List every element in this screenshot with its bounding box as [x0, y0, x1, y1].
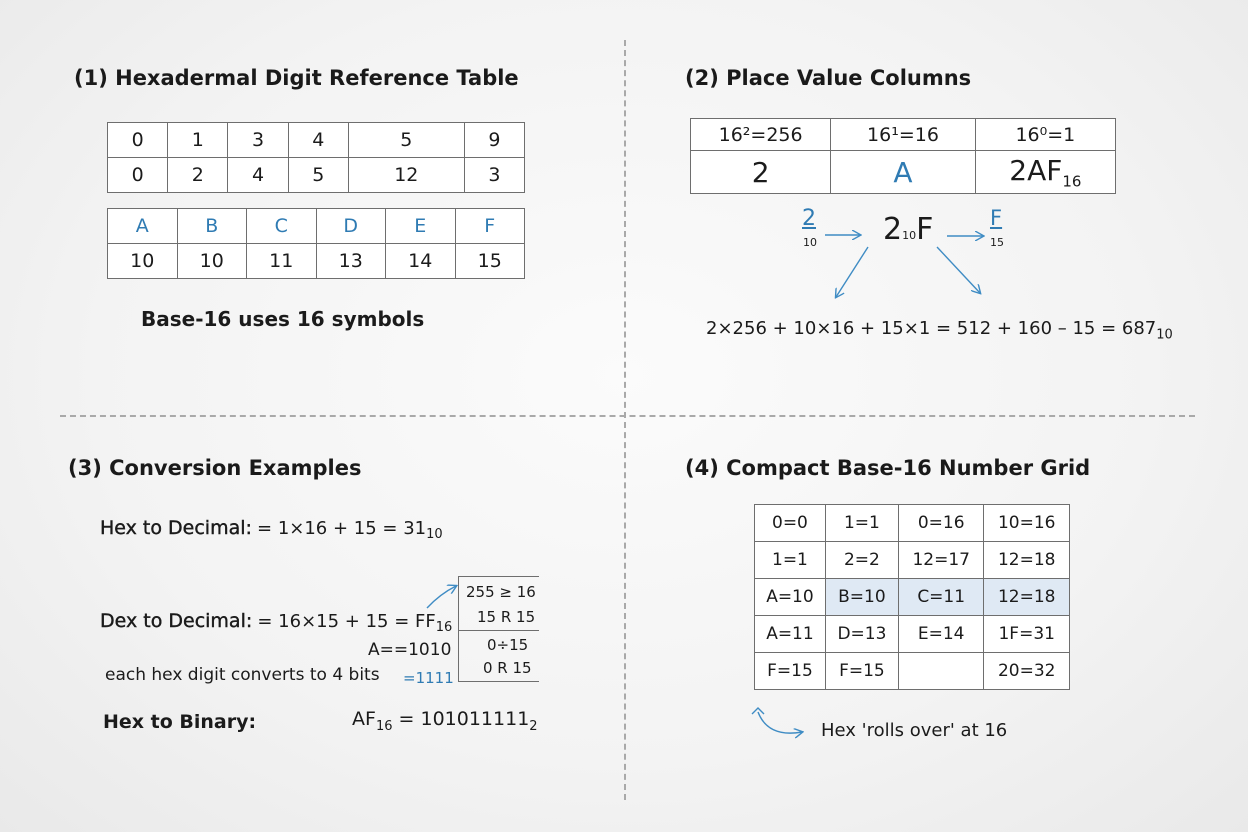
- table-cell: 11: [247, 244, 317, 279]
- table-cell: 2: [168, 158, 228, 193]
- division-line: 0÷15: [487, 636, 529, 654]
- panel2-title: (2) Place Value Columns: [685, 66, 972, 90]
- table-cell: 13: [316, 244, 386, 279]
- panel4-title: (4) Compact Base-16 Number Grid: [685, 456, 1091, 480]
- grid-cell: A=10: [755, 579, 826, 616]
- grid-cell-highlighted: 12=18: [984, 579, 1070, 616]
- grid-cell: F=15: [755, 653, 826, 690]
- table-cell: E: [386, 209, 456, 244]
- left-sub: 10: [803, 236, 817, 249]
- table-cell: 3: [464, 158, 524, 193]
- center-main: 2: [883, 212, 903, 247]
- division-line: 0 R 15: [483, 659, 532, 677]
- center-sub: 10: [902, 229, 917, 242]
- bits-value: =1111: [403, 669, 454, 687]
- grid-cell: A=11: [755, 616, 826, 653]
- grid-cell: E=14: [898, 616, 984, 653]
- grid-cell: 20=32: [984, 653, 1070, 690]
- dex-to-decimal-label: Dex to Decimal:: [100, 610, 253, 632]
- place-header: 16²=256: [691, 119, 831, 151]
- subscript: 16: [435, 620, 453, 636]
- down-right-arrow-icon: [937, 247, 980, 293]
- table-cell: 10: [177, 244, 247, 279]
- table-cell: 12: [348, 158, 464, 193]
- binary-mid: = 101011111: [392, 708, 530, 730]
- grid-cell-highlighted: C=11: [898, 579, 984, 616]
- grid-cell: 0=16: [898, 505, 984, 542]
- place-value: 2AF: [1009, 153, 1063, 187]
- down-left-arrow-icon: [836, 247, 868, 297]
- table-cell: 10: [108, 244, 178, 279]
- curved-arrow-icon: [427, 586, 456, 608]
- table-cell: 14: [386, 244, 456, 279]
- rollover-caption: Hex 'rolls over' at 16: [821, 720, 1008, 741]
- table-cell: 4: [288, 123, 348, 158]
- grid-cell: 2=2: [825, 542, 898, 579]
- panel1-title: (1) Hexadermal Digit Reference Table: [74, 66, 519, 90]
- division-line: 15 R 15: [477, 608, 536, 626]
- grid-cell-highlighted: B=10: [825, 579, 898, 616]
- subscript: 16: [375, 718, 393, 734]
- hex-to-decimal-expr: = 1×16 + 15 = 31: [257, 518, 427, 539]
- grid-cell: 1F=31: [984, 616, 1070, 653]
- panel3-title: (3) Conversion Examples: [68, 456, 362, 480]
- subscript: 16: [1062, 172, 1082, 191]
- rollover-arrow-icon: [752, 708, 802, 733]
- grid-cell: D=13: [825, 616, 898, 653]
- hex-to-decimal-label: Hex to Decimal:: [100, 517, 252, 539]
- division-line: 255 ≥ 16: [466, 583, 536, 601]
- subscript: 2: [529, 718, 538, 734]
- grid-cell: 1=1: [825, 505, 898, 542]
- table-cell: 15: [455, 244, 525, 279]
- grid-cell: 10=16: [984, 505, 1070, 542]
- table-cell: 0: [108, 158, 168, 193]
- left-digit: 2: [802, 206, 816, 231]
- center-tail: F: [916, 212, 934, 247]
- dex-to-decimal-expr: = 16×15 + 15 = FF: [257, 611, 436, 632]
- right-digit: F: [990, 206, 1003, 230]
- base16-note: Base-16 uses 16 symbols: [141, 307, 425, 331]
- table-cell: 3: [228, 123, 288, 158]
- table-cell: 5: [288, 158, 348, 193]
- grid-cell: F=15: [825, 653, 898, 690]
- right-sub: 15: [990, 236, 1004, 249]
- equation-sub: 10: [1156, 327, 1173, 343]
- place-value: A: [831, 151, 976, 194]
- grid-cell: 12=18: [984, 542, 1070, 579]
- table-cell: C: [247, 209, 317, 244]
- hex-to-binary-label: Hex to Binary:: [103, 711, 257, 733]
- table-cell: 5: [348, 123, 464, 158]
- binary-main: AF: [352, 708, 376, 730]
- equation-text: 2×256 + 10×16 + 15×1 = 512 + 160 – 15 = 687: [706, 318, 1157, 339]
- table-cell: 0: [108, 123, 168, 158]
- table-cell: 1: [168, 123, 228, 158]
- grid-cell: 12=17: [898, 542, 984, 579]
- a-line: A==1010: [368, 640, 452, 660]
- table-cell: A: [108, 209, 178, 244]
- table-cell: B: [177, 209, 247, 244]
- grid-cell: 1=1: [755, 542, 826, 579]
- place-header: 16⁰=1: [975, 119, 1115, 151]
- place-header: 16¹=16: [831, 119, 976, 151]
- place-value: 2: [691, 151, 831, 194]
- bits-note: each hex digit converts to 4 bits: [105, 665, 380, 685]
- table-cell: F: [455, 209, 525, 244]
- subscript: 10: [426, 527, 443, 543]
- grid-cell: 0=0: [755, 505, 826, 542]
- table-cell: 9: [464, 123, 524, 158]
- table-cell: 4: [228, 158, 288, 193]
- table-cell: D: [316, 209, 386, 244]
